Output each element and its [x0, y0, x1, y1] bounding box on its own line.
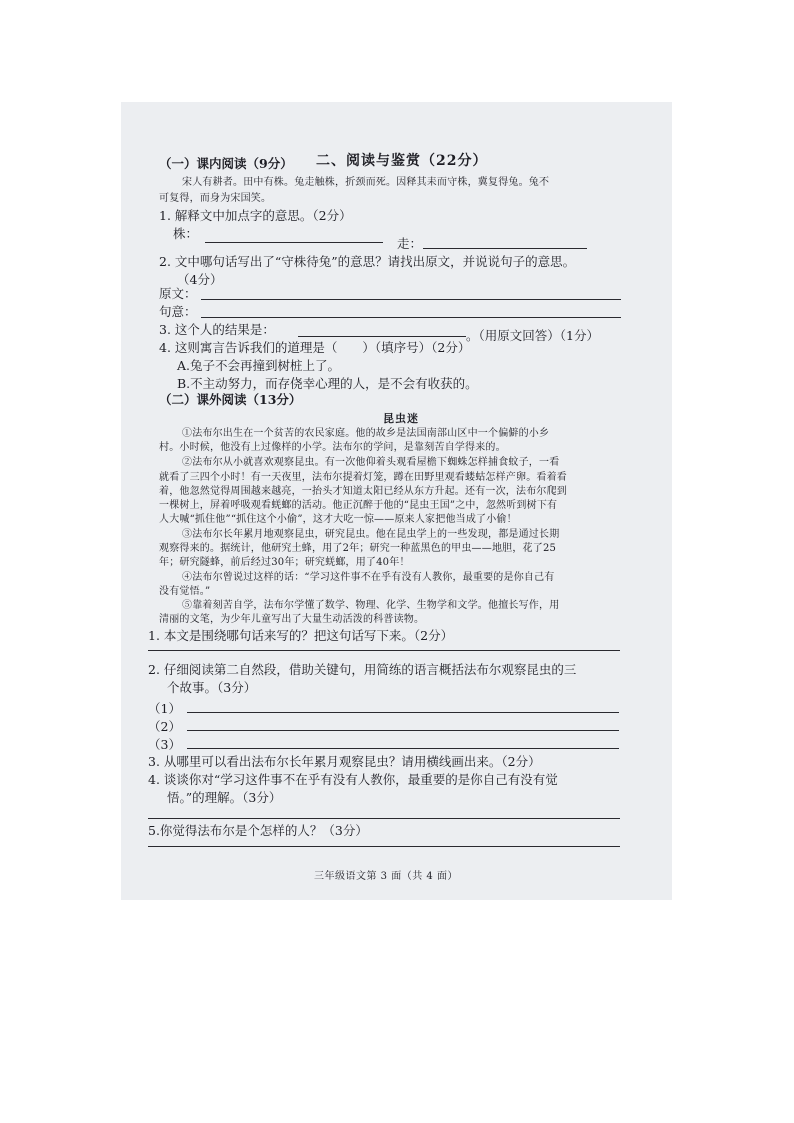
- answer-line[interactable]: [201, 317, 621, 318]
- article-line: 观察得来的。据统计，他研究土蜂，用了2年；研究一种蓝黑色的甲虫——地胆，花了25: [159, 543, 557, 554]
- article-line: ⑤靠着刻苦自学，法布尔学懂了数学、物理、化学、生物学和文学。他擅长写作，用: [182, 600, 560, 611]
- article-line: ④法布尔曾说过这样的话：“学习这件事不在乎有没有人教你，最重要的是你自己有: [182, 572, 555, 583]
- answer-line[interactable]: [148, 650, 620, 651]
- option-a: A.兔子不会再撞到树桩上了。: [177, 358, 341, 373]
- article-line: 清丽的文笔，为少年儿童写出了大量生动活泼的科普读物。: [159, 614, 425, 625]
- article-line: 年；研究隧蜂，前后经过30年；研究蜣螂，用了40年！: [159, 557, 410, 568]
- exam-page: [121, 102, 672, 900]
- item-label: （1）: [148, 701, 181, 716]
- answer-label: 原文：: [159, 286, 197, 301]
- question-4-cont: 悟。”的理解。（3分）: [167, 790, 282, 805]
- question-2-cont: 个故事。（3分）: [167, 680, 257, 695]
- question-1: 1. 本文是围绕哪句话来写的？把这句话写下来。（2分）: [148, 628, 454, 643]
- answer-line[interactable]: [187, 730, 619, 731]
- answer-line[interactable]: [187, 712, 619, 713]
- article-line: 人大喊“抓住他”“抓住这个小偷”，这才大吃一惊——原来人家把他当成了小偷！: [159, 514, 517, 525]
- article-line: ①法布尔出生在一个贫苦的农民家庭。他的故乡是法国南部山区中一个偏僻的小乡: [182, 428, 550, 439]
- article-line: ③法布尔长年累月地观察昆虫，研究昆虫。他在昆虫学上的一些发现，都是通过长期: [182, 529, 560, 540]
- item-label: （2）: [148, 719, 181, 734]
- question-2-points: （4分）: [177, 272, 223, 287]
- page-footer: 三年级语文第 3 面（共 4 面）: [314, 871, 458, 882]
- question-3: 3. 这个人的结果是：: [159, 322, 275, 337]
- answer-line[interactable]: [148, 818, 620, 819]
- question-4: 4. 谈谈你对“学习这件事不在乎有没有人教你，最重要的是你自己有没有觉: [148, 772, 558, 787]
- article-line: 一棵树上，屏着呼吸观看蜣螂的活动。他正沉醉于他的“昆虫王国”之中，忽然听到树下有: [159, 500, 558, 511]
- option-b: B.不主动努力，而存侥幸心理的人，是不会有收获的。: [177, 376, 478, 391]
- article-line: 没有觉悟。”: [159, 586, 211, 597]
- article-title: 昆虫迷: [383, 412, 419, 425]
- article-line: ②法布尔从小就喜欢观察昆虫。有一次他仰着头观看屋檐下蜘蛛怎样捕食蚊子，一看: [182, 457, 560, 468]
- answer-label: 走：: [397, 236, 423, 251]
- question-5: 5.你觉得法布尔是个怎样的人？（3分）: [148, 823, 368, 838]
- question-3: 3. 从哪里可以看出法布尔长年累月观察昆虫？请用横线画出来。（2分）: [148, 754, 541, 769]
- section-heading: 二、阅读与鉴赏（22分）: [316, 153, 488, 169]
- answer-label: 句意：: [159, 304, 197, 319]
- part2-title: （二）课外阅读（13分）: [159, 392, 302, 407]
- article-line: 着，他忽然觉得周围越来越亮，一抬头才知道太阳已经从东方升起。还有一次，法布尔爬到: [159, 486, 567, 497]
- question-2: 2. 仔细阅读第二自然段，借助关键句，用简练的语言概括法布尔观察昆虫的三: [148, 662, 577, 677]
- answer-line[interactable]: [148, 846, 620, 847]
- question-2: 2. 文中哪句话写出了“守株待兔”的意思？请找出原文，并说说句子的意思。: [159, 254, 576, 269]
- item-label: （3）: [148, 737, 181, 752]
- passage-line: 可复得，而身为宋国笑。: [159, 193, 272, 204]
- answer-label: 株：: [173, 226, 199, 241]
- part1-title: （一）课内阅读（9分）: [159, 156, 293, 171]
- answer-line[interactable]: [201, 299, 621, 300]
- answer-line[interactable]: [205, 242, 383, 243]
- answer-line[interactable]: [298, 336, 466, 337]
- answer-line[interactable]: [423, 248, 587, 249]
- answer-line[interactable]: [187, 748, 619, 749]
- passage-line: 宋人有耕者。田中有株。兔走触株，折颈而死。因释其耒而守株，冀复得兔。兔不: [182, 177, 550, 188]
- article-line: 村。小时候，他没有上过像样的小学。法布尔的学问，是靠刻苦自学得来的。: [159, 442, 506, 453]
- article-line: 就看了三四个小时！有一天夜里，法布尔提着灯笼，蹲在田野里观看蝼蛄怎样产卵。看着看: [159, 472, 567, 483]
- question-4: 4. 这则寓言告诉我们的道理是（ ）（填序号）（2分）: [159, 340, 471, 355]
- question-1: 1. 解释文中加点字的意思。（2分）: [159, 208, 352, 223]
- question-3-suffix: 。（用原文回答）（1分）: [466, 328, 599, 343]
